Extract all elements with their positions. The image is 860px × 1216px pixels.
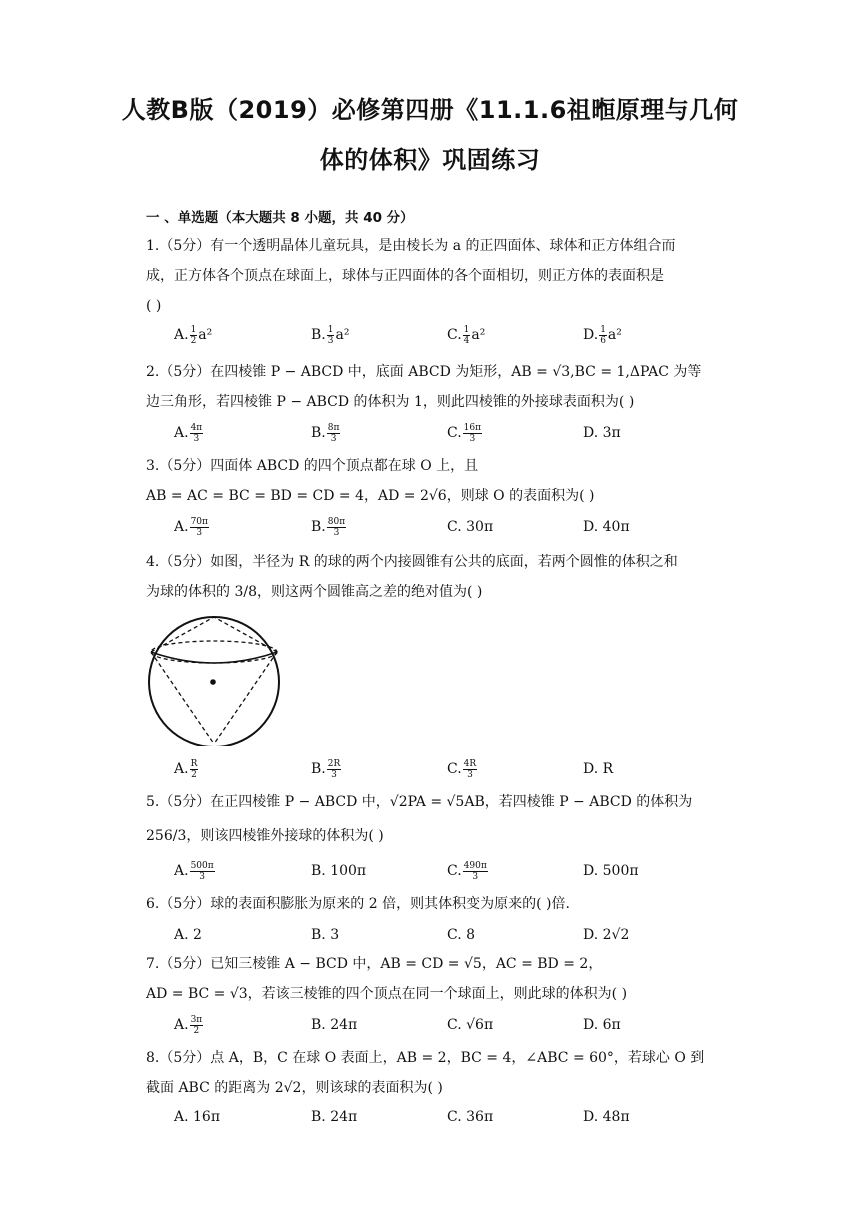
question-4-options <box>174 758 734 782</box>
question-2-option-a: A. $\frac{4\pi}{3}$ <box>174 422 203 444</box>
question-4-option-c: C. $\frac{4R}{3}$ <box>447 758 477 780</box>
question-8-line-1: 8.（5分）点 A，B，C 在球 O 表面上，AB = 2，BC = 4，∠ABC = 60°，若球心 O 到 <box>146 1050 705 1066</box>
question-1-line-3: ( ) <box>146 298 162 314</box>
question-1-options <box>174 324 734 348</box>
question-1-option-a: A. $\frac{1}{2}$ a² <box>174 324 213 346</box>
question-3-option-b: B. $\frac{80\pi}{3}$ <box>311 516 346 538</box>
question-7-line-1: 7.（5分）已知三棱锥 A − BCD 中，AB = CD = √5，AC = BD = 2， <box>146 956 603 972</box>
question-6-option-c: C. 8 <box>447 927 476 943</box>
question-8-option-d: D. 48π <box>583 1109 630 1125</box>
question-8-option-b: B. 24π <box>311 1109 358 1125</box>
question-8-option-a: A. 16π <box>174 1109 221 1125</box>
question-2-option-b: B. $\frac{8\pi}{3}$ <box>311 422 340 444</box>
question-5-options <box>174 860 734 884</box>
question-5-line-2: 256/3，则该四棱锥外接球的体积为( ) <box>146 828 384 844</box>
question-6-options <box>174 924 734 948</box>
question-2-option-d: D. 3π <box>583 425 621 441</box>
question-7-options <box>174 1014 734 1038</box>
question-3-option-d: D. 40π <box>583 519 630 535</box>
question-3-option-a: A. $\frac{70\pi}{3}$ <box>174 516 208 538</box>
question-1-option-d: D. $\frac{1}{6}$ a² <box>583 324 622 346</box>
question-5-option-b: B. 100π <box>311 863 367 879</box>
question-1-line-2: 成，正方体各个顶点在球面上，球体与正四面体的各个面相切，则正方体的表面积是 <box>146 268 664 284</box>
question-7-option-d: D. 6π <box>583 1017 621 1033</box>
question-2-option-c: C. $\frac{16\pi}{3}$ <box>447 422 482 444</box>
question-3-line-2: AB = AC = BC = BD = CD = 4，AD = 2√6，则球 O 的表面积为( ) <box>146 488 595 504</box>
document-title-line-2: 体的体积》巩固练习 <box>319 146 541 174</box>
question-1-option-b: B. $\frac{1}{3}$ a² <box>311 324 350 346</box>
question-1-option-c: C. $\frac{1}{4}$ a² <box>447 324 486 346</box>
question-7-option-b: B. 24π <box>311 1017 358 1033</box>
question-7-option-c: C. √6π <box>447 1017 494 1033</box>
question-4-line-2: 为球的体积的 3/8，则这两个圆锥高之差的绝对值为( ) <box>146 584 483 600</box>
question-1-line-1: 1.（5分）有一个透明晶体儿童玩具，是由棱长为 a 的正四面体、球体和正方体组合而 <box>146 238 676 254</box>
question-7-line-2: AD = BC = √3，若该三棱锥的四个顶点在同一个球面上，则此球的体积为( ) <box>146 986 628 1002</box>
question-5-option-a: A. $\frac{500\pi}{3}$ <box>174 860 214 882</box>
question-5-option-c: C. $\frac{490\pi}{3}$ <box>447 860 487 882</box>
section-heading: 一 、单选题（本大题共 8 小题，共 40 分） <box>146 210 414 226</box>
question-6-option-a: A. 2 <box>174 927 202 943</box>
question-5-line-1: 5.（5分）在正四棱锥 P − ABCD 中，√2PA = √5AB，若四棱锥 P − ABCD 的体积为 <box>146 794 693 810</box>
question-4-option-d: D. R <box>583 761 614 777</box>
question-2-line-1: 2.（5分）在四棱锥 P − ABCD 中，底面 ABCD 为矩形，AB = √3,BC = 1,ΔPAC 为等 <box>146 364 702 380</box>
question-3-line-1: 3.（5分）四面体 ABCD 的四个顶点都在球 O 上，且 <box>146 458 479 474</box>
question-6-option-b: B. 3 <box>311 927 340 943</box>
question-6-option-d: D. 2√2 <box>583 927 630 943</box>
question-3-options <box>174 516 734 540</box>
question-3-option-c: C. 30π <box>447 519 494 535</box>
question-7-option-a: A. $\frac{3\pi}{2}$ <box>174 1014 203 1036</box>
document-title-line-1: 人教B版（2019）必修第四册《11.1.6祖暅原理与几何 <box>121 96 739 124</box>
question-4-option-b: B. $\frac{2R}{3}$ <box>311 758 341 780</box>
question-2-options <box>174 422 734 446</box>
question-4-option-a: A. $\frac{R}{2}$ <box>174 758 198 780</box>
question-8-line-2: 截面 ABC 的距离为 2√2，则该球的表面积为( ) <box>146 1080 443 1096</box>
question-4-line-1: 4.（5分）如图，半径为 R 的球的两个内接圆锥有公共的底面，若两个圆惟的体积之和 <box>146 554 678 570</box>
sphere-inscribed-cones-figure <box>144 614 284 746</box>
question-8-options <box>174 1106 734 1130</box>
question-8-option-c: C. 36π <box>447 1109 494 1125</box>
question-6-line-1: 6.（5分）球的表面积膨胀为原来的 2 倍，则其体积变为原来的( )倍. <box>146 896 570 912</box>
question-5-option-d: D. 500π <box>583 863 639 879</box>
question-2-line-2: 边三角形，若四棱锥 P − ABCD 的体积为 1，则此四棱锥的外接球表面积为( ) <box>146 394 635 410</box>
